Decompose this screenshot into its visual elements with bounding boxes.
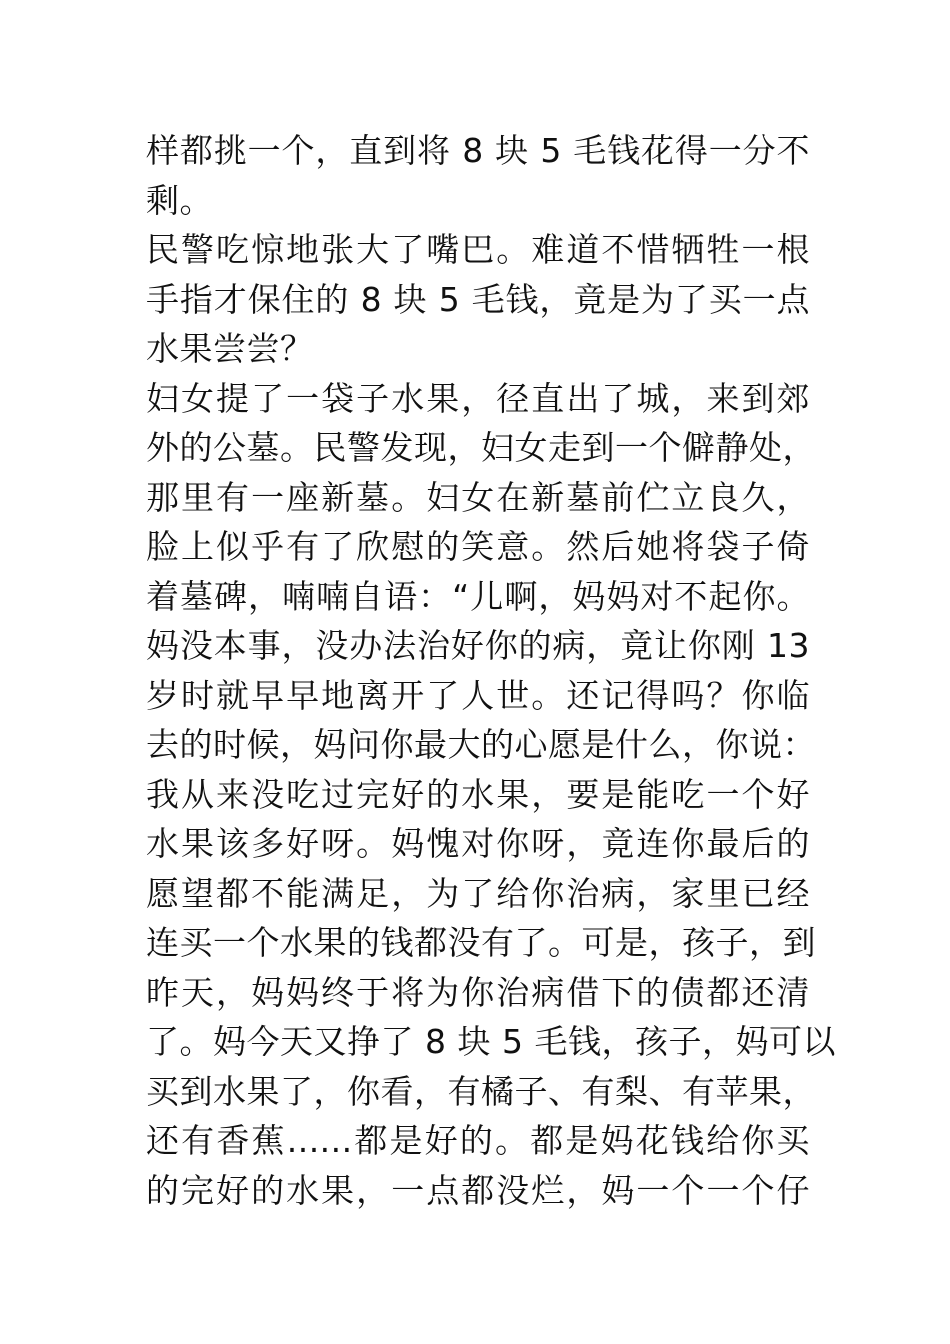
text-line: 水果该多好呀。妈愧对你呀，竟连你最后的: [146, 824, 810, 863]
paragraph: [146, 126, 810, 225]
paragraph: [146, 374, 836, 1216]
text-line: 脸上似乎有了欣慰的笑意。然后她将袋子倚: [146, 527, 810, 566]
text-line: 样都挑一个，直到将 8 块 5 毛钱花得一分不: [146, 131, 810, 170]
text-line: 妇女提了一袋子水果，径直出了城，来到郊: [146, 378, 810, 418]
text-line: 连买一个水果的钱都没有了。可是，孩子，到: [146, 923, 816, 962]
text-line: 外的公墓。民警发现，妇女走到一个僻静处，: [146, 428, 816, 467]
text-line: 那里有一座新墓。妇女在新墓前伫立良久，: [146, 477, 810, 517]
text-line: 我从来没吃过完好的水果，要是能吃一个好: [146, 774, 810, 814]
text-line: 手指才保住的 8 块 5 毛钱，竟是为了买一点: [146, 279, 810, 319]
text-line: 愿望都不能满足，为了给你治病，家里已经: [146, 873, 810, 913]
text-line: 剩。: [146, 180, 213, 220]
text-line: 民警吃惊地张大了嘴巴。难道不惜牺牲一根: [146, 230, 810, 269]
text-line: 还有香蕉......都是好的。都是妈花钱给你买: [146, 1121, 810, 1160]
text-line: 买到水果了，你看，有橘子、有梨、有苹果，: [146, 1071, 816, 1111]
text-line: 昨天，妈妈终于将为你治病借下的债都还清: [146, 972, 810, 1012]
text-line: 岁时就早早地离开了人世。还记得吗？你临: [146, 675, 810, 715]
text-line: 着墓碑，喃喃自语：“儿啊，妈妈对不起你。: [146, 576, 810, 616]
text-line: 了。妈今天又挣了 8 块 5 毛钱，孩子，妈可以: [146, 1022, 836, 1061]
text-line: 水果尝尝？: [146, 329, 314, 368]
text-line: 去的时候，妈问你最大的心愿是什么，你说：: [146, 725, 816, 764]
body-text: [146, 126, 836, 1215]
text-line: 妈没本事，没办法治好你的病，竟让你刚 13: [146, 626, 810, 665]
paragraph: [146, 225, 810, 374]
text-line: 的完好的水果，一点都没烂，妈一个一个仔: [146, 1170, 810, 1210]
